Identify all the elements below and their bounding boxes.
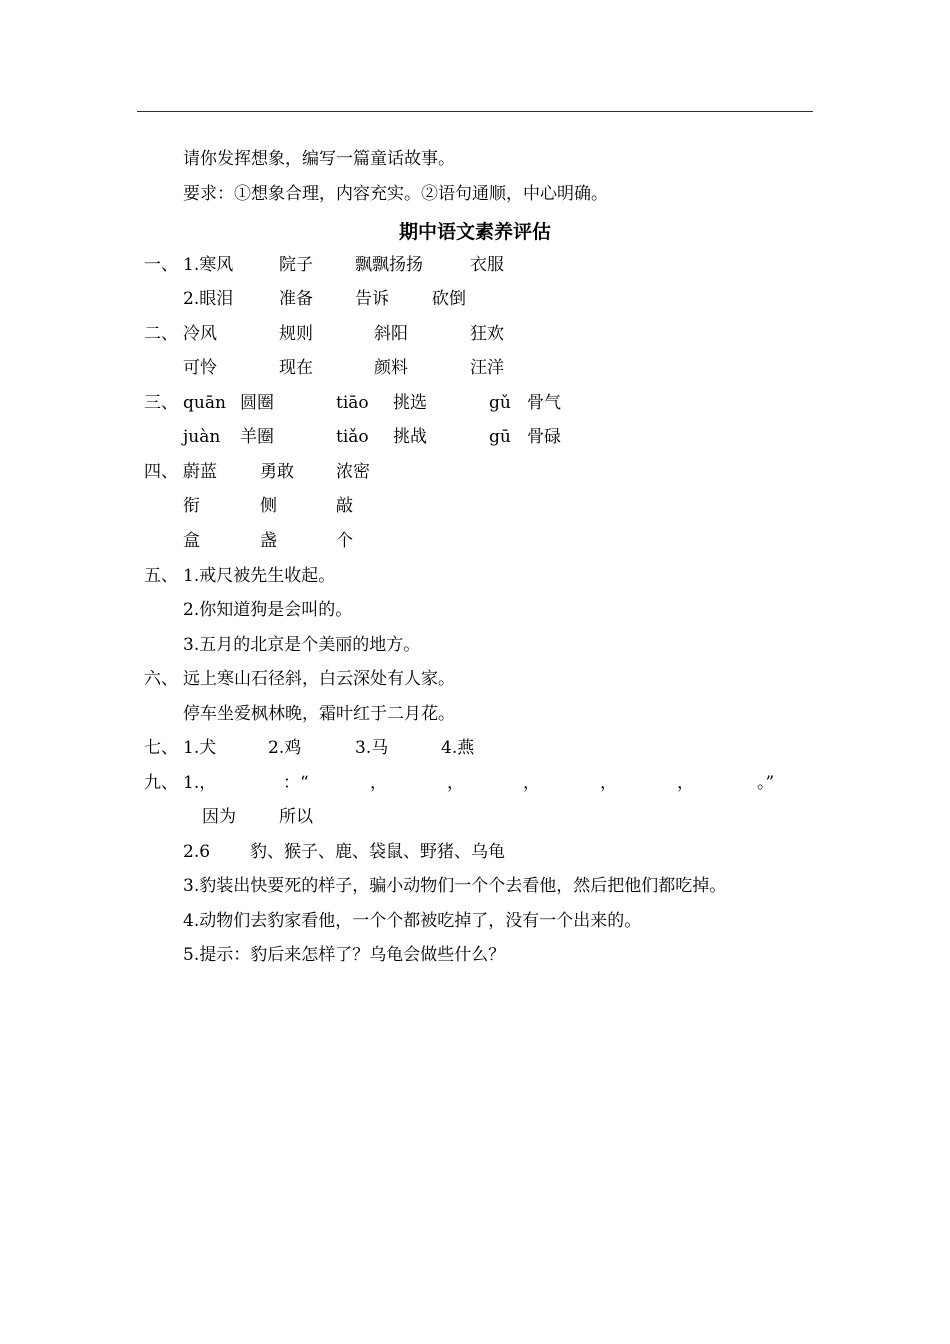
intro-line-1: 请你发挥想象，编写一篇童话故事。 [183, 149, 455, 169]
answer-word: 砍倒 [432, 289, 466, 309]
section-label: 九、 [144, 773, 178, 793]
answer-word: 所以 [279, 807, 313, 827]
poem-line: 停车坐爱枫林晚，霜叶红于二月花。 [183, 704, 455, 724]
answer-word: 可怜 [183, 358, 217, 378]
answer-word: 告诉 [355, 289, 389, 309]
answer-word: 现在 [279, 358, 313, 378]
answer-word: 2.眼泪 [183, 289, 234, 309]
answer-word: 圆圈 [240, 393, 274, 413]
answer-word: 勇敢 [260, 462, 294, 482]
answer-word: 颜料 [374, 358, 408, 378]
answer-line: 4.动物们去豹家看他，一个个都被吃掉了，没有一个出来的。 [183, 911, 642, 931]
answer-word: 浓密 [336, 462, 370, 482]
answer-word: 挑选 [393, 393, 427, 413]
answer-line: 2.你知道狗是会叫的。 [183, 600, 353, 620]
punctuation: ， [370, 773, 387, 793]
section-label: 三、 [144, 393, 178, 413]
answer-word: 盒 [183, 531, 200, 551]
punctuation: ：“ [283, 773, 309, 793]
punctuation: 1.， [183, 773, 217, 793]
answer-word: 规则 [279, 324, 313, 344]
answer-word: 准备 [279, 289, 313, 309]
answer-line: 3.五月的北京是个美丽的地方。 [183, 635, 421, 655]
punctuation: ， [677, 773, 694, 793]
punctuation: ， [600, 773, 617, 793]
answer-word: 盏 [260, 531, 277, 551]
answer-word: 2.6 [183, 842, 211, 862]
intro-line-2: 要求：①想象合理，内容充实。②语句通顺，中心明确。 [183, 184, 608, 204]
poem-line: 远上寒山石径斜，白云深处有人家。 [183, 669, 455, 689]
punctuation: ， [523, 773, 540, 793]
answer-word: 飘飘扬扬 [355, 255, 423, 275]
answer-word: 骨气 [527, 393, 561, 413]
answer-word: 1.寒风 [183, 255, 234, 275]
pinyin: quān [183, 393, 226, 413]
section-label: 二、 [144, 324, 178, 344]
answer-word: 斜阳 [374, 324, 408, 344]
answer-word: 4.燕 [441, 738, 475, 758]
answer-word: 因为 [202, 807, 236, 827]
section-label: 五、 [144, 566, 178, 586]
punctuation: 。” [757, 773, 775, 793]
answer-word: 衔 [183, 496, 200, 516]
answer-line: 3.豹装出快要死的样子，骗小动物们一个个去看他，然后把他们都吃掉。 [183, 876, 727, 896]
answer-word: 蔚蓝 [183, 462, 217, 482]
answer-word: 挑战 [393, 427, 427, 447]
punctuation: ， [447, 773, 464, 793]
header-rule [137, 111, 813, 112]
answer-line: 5.提示：豹后来怎样了？乌龟会做些什么？ [183, 945, 506, 965]
answer-word: 冷风 [183, 324, 217, 344]
section-label: 六、 [144, 669, 178, 689]
pinyin: gǔ [489, 393, 511, 413]
answer-word: 汪洋 [470, 358, 504, 378]
answer-word: 个 [336, 531, 353, 551]
answer-word: 羊圈 [240, 427, 274, 447]
pinyin: tiāo [336, 393, 369, 413]
pinyin: gū [489, 427, 511, 447]
pinyin: tiǎo [336, 427, 369, 447]
answer-line: 1.戒尺被先生收起。 [183, 566, 336, 586]
pinyin: juàn [183, 427, 221, 447]
answer-word: 敲 [336, 496, 353, 516]
answer-word: 衣服 [470, 255, 504, 275]
answer-word: 3.马 [355, 738, 389, 758]
answer-word: 2.鸡 [268, 738, 302, 758]
section-label: 七、 [144, 738, 178, 758]
section-label: 一、 [144, 255, 178, 275]
answer-word: 狂欢 [470, 324, 504, 344]
answer-word: 1.犬 [183, 738, 217, 758]
page-title: 期中语文素养评估 [398, 221, 551, 243]
answer-word: 骨碌 [527, 427, 561, 447]
section-label: 四、 [144, 462, 178, 482]
answer-word: 院子 [279, 255, 313, 275]
answer-word: 侧 [260, 496, 277, 516]
answer-line: 豹、猴子、鹿、袋鼠、野猪、乌龟 [250, 842, 505, 862]
